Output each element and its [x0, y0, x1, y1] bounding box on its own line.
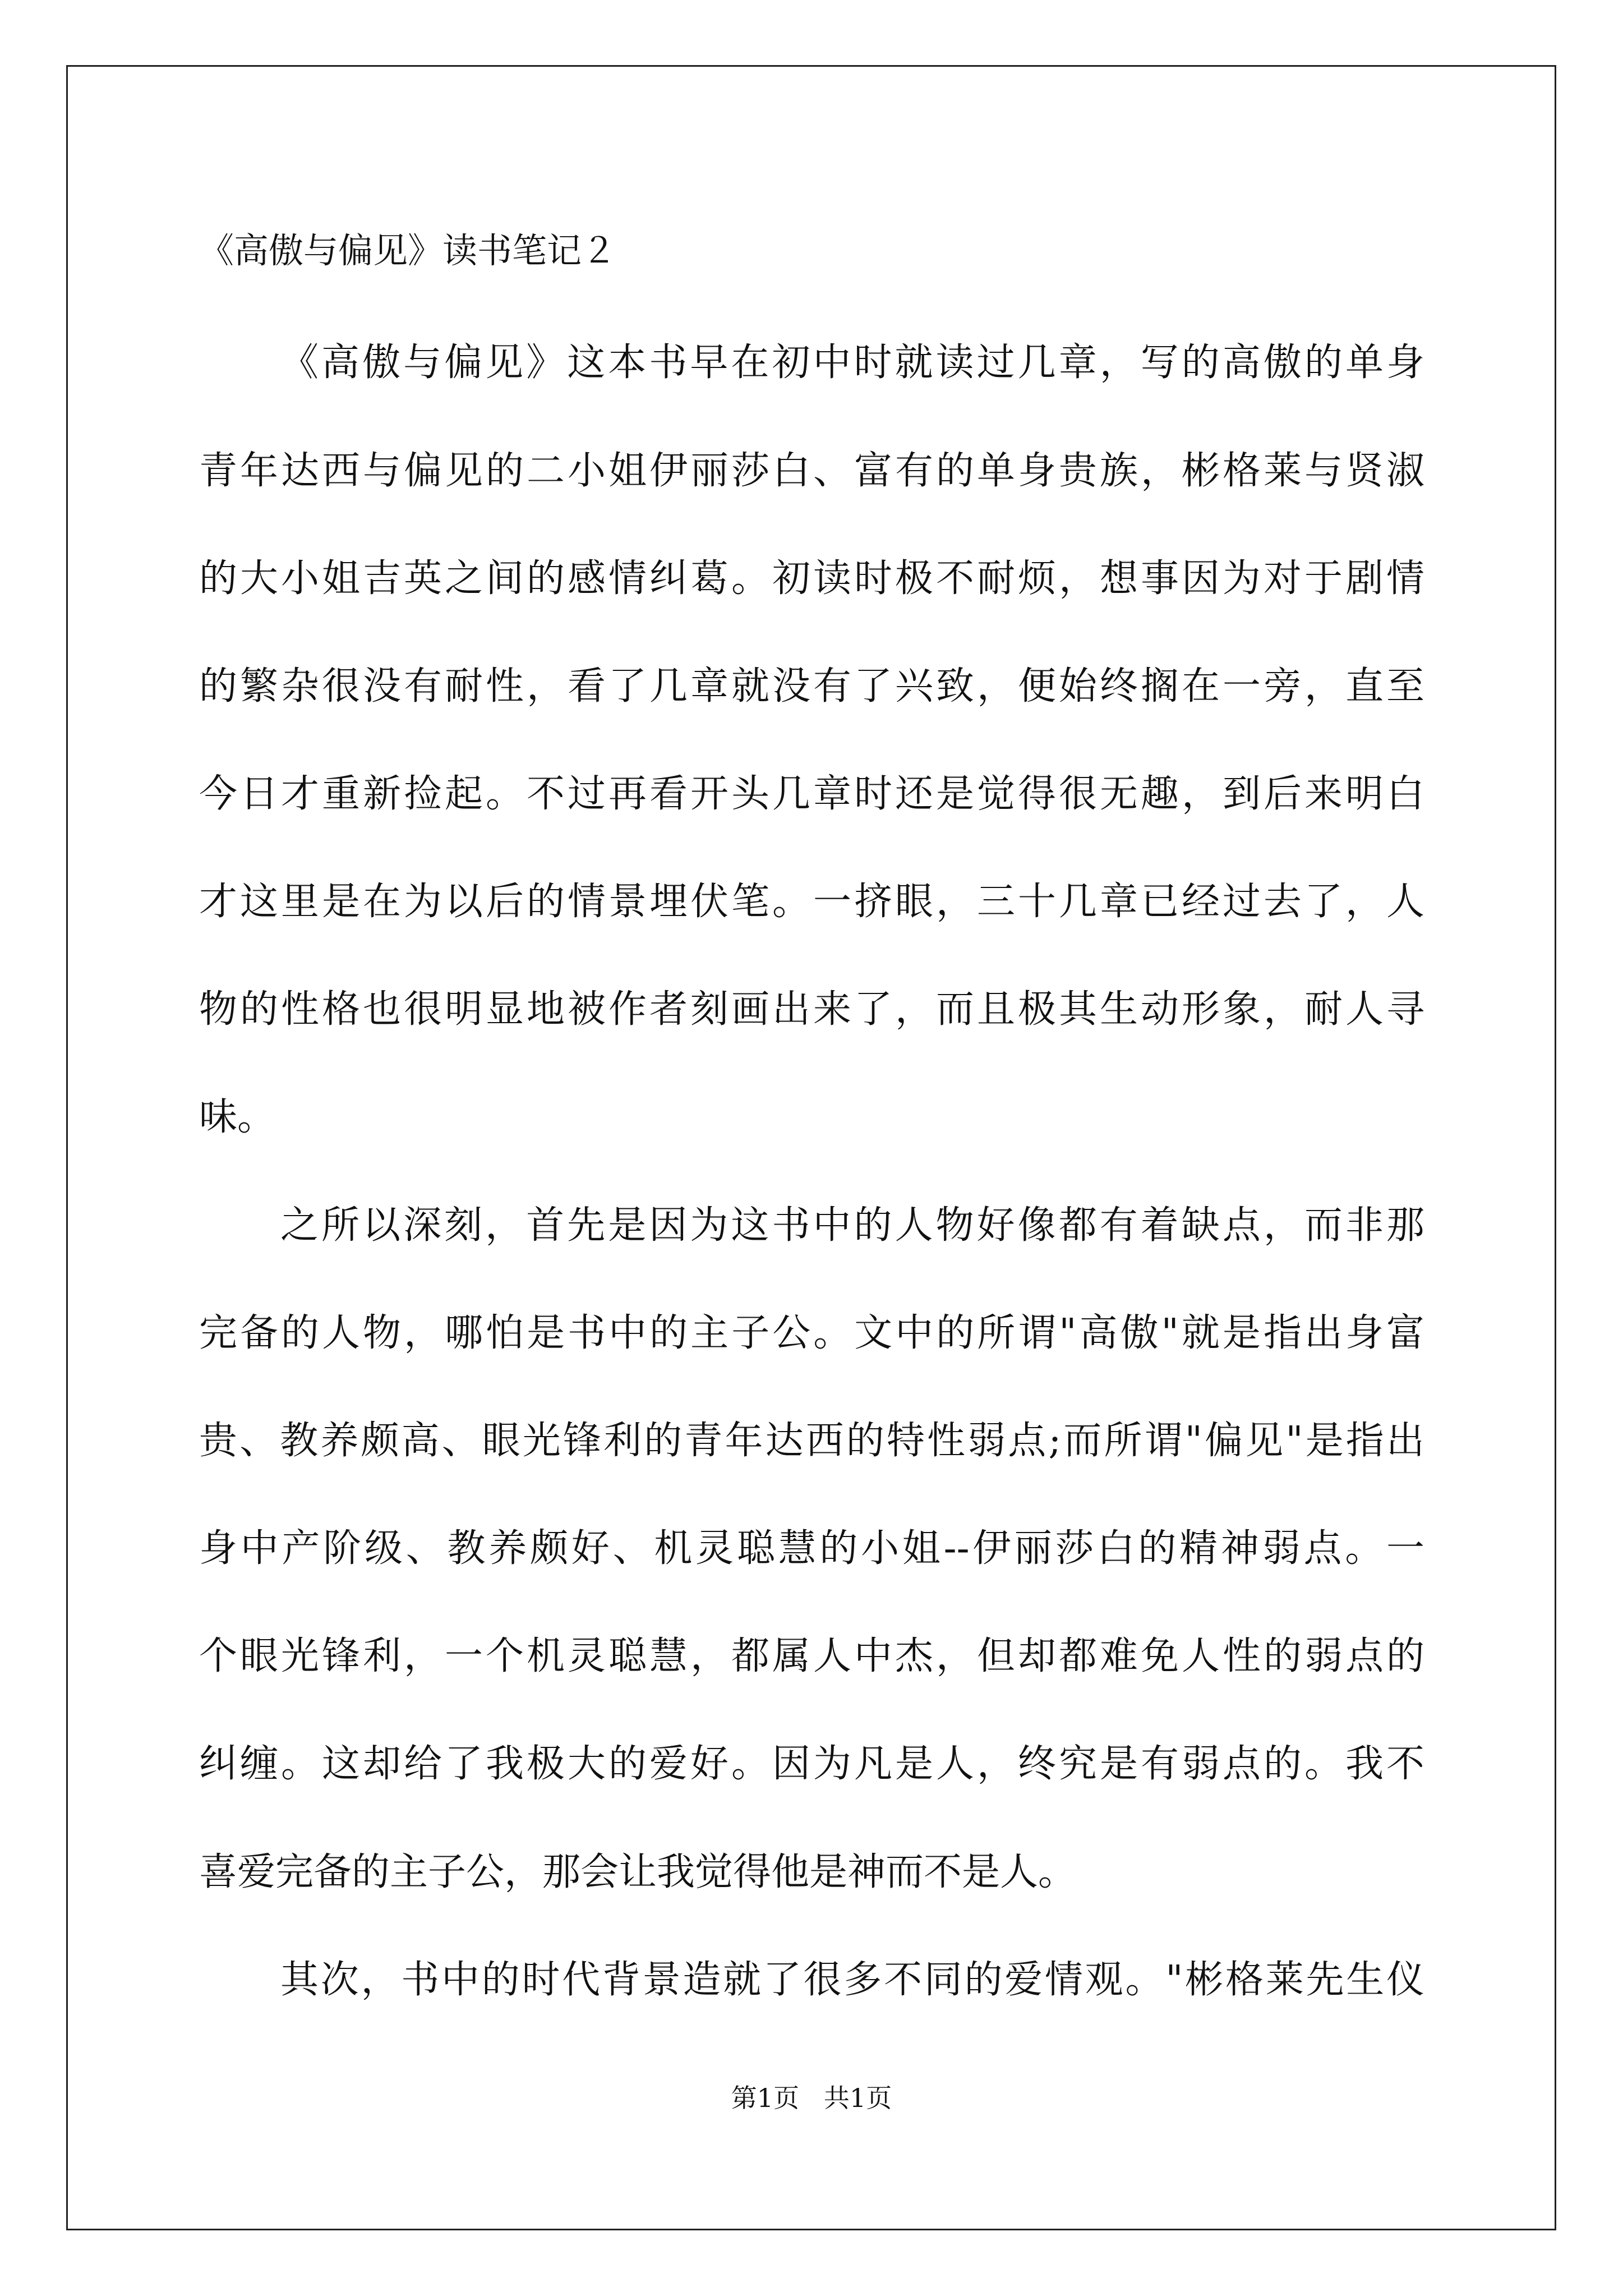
paragraph-line: 贵、教养颇高、眼光锋利的青年达西的特性弱点;而所谓"偏见"是指出: [199, 1419, 1424, 1463]
paragraph-line: 才这里是在为以后的情景埋伏笔。一挤眼，三十几章已经过去了，人: [199, 880, 1424, 924]
paragraph-line: 喜爱完备的主子公，那会让我觉得他是神而不是人。: [199, 1850, 1077, 1894]
page-number-footer: 第1页 共1页: [731, 2083, 892, 2113]
paragraph-line: 身中产阶级、教养颇好、机灵聪慧的小姐--伊丽莎白的精神弱点。一: [199, 1526, 1424, 1571]
paragraph-line: 完备的人物，哪怕是书中的主子公。文中的所谓"高傲"就是指出身富: [199, 1311, 1424, 1355]
paragraph-line: 青年达西与偏见的二小姐伊丽莎白、富有的单身贵族，彬格莱与贤淑: [199, 449, 1424, 493]
paragraph-line: 今日才重新捡起。不过再看开头几章时还是觉得很无趣，到后来明白: [199, 772, 1424, 816]
paragraph-line: 个眼光锋利，一个机灵聪慧，都属人中杰，但却都难免人性的弱点的: [199, 1634, 1424, 1678]
paragraph-line: 《高傲与偏见》这本书早在初中时就读过几章，写的高傲的单身: [280, 341, 1424, 385]
paragraph-line: 纠缠。这却给了我极大的爱好。因为凡是人，终究是有弱点的。我不: [199, 1742, 1424, 1786]
paragraph-line: 的大小姐吉英之间的感情纠葛。初读时极不耐烦，想事因为对于剧情: [199, 556, 1424, 601]
paragraph-line: 的繁杂很没有耐性，看了几章就没有了兴致，便始终搁在一旁，直至: [199, 664, 1424, 708]
paragraph-line: 其次，书中的时代背景造就了很多不同的爱情观。"彬格莱先生仪: [280, 1958, 1424, 2002]
paragraph-line: 物的性格也很明显地被作者刻画出来了，而且极其生动形象，耐人寻: [199, 987, 1424, 1032]
paragraph-line: 味。: [199, 1095, 276, 1139]
document-title: 《高傲与偏见》读书笔记２: [199, 230, 617, 271]
paragraph-line: 之所以深刻，首先是因为这书中的人物好像都有着缺点，而非那: [280, 1203, 1424, 1248]
